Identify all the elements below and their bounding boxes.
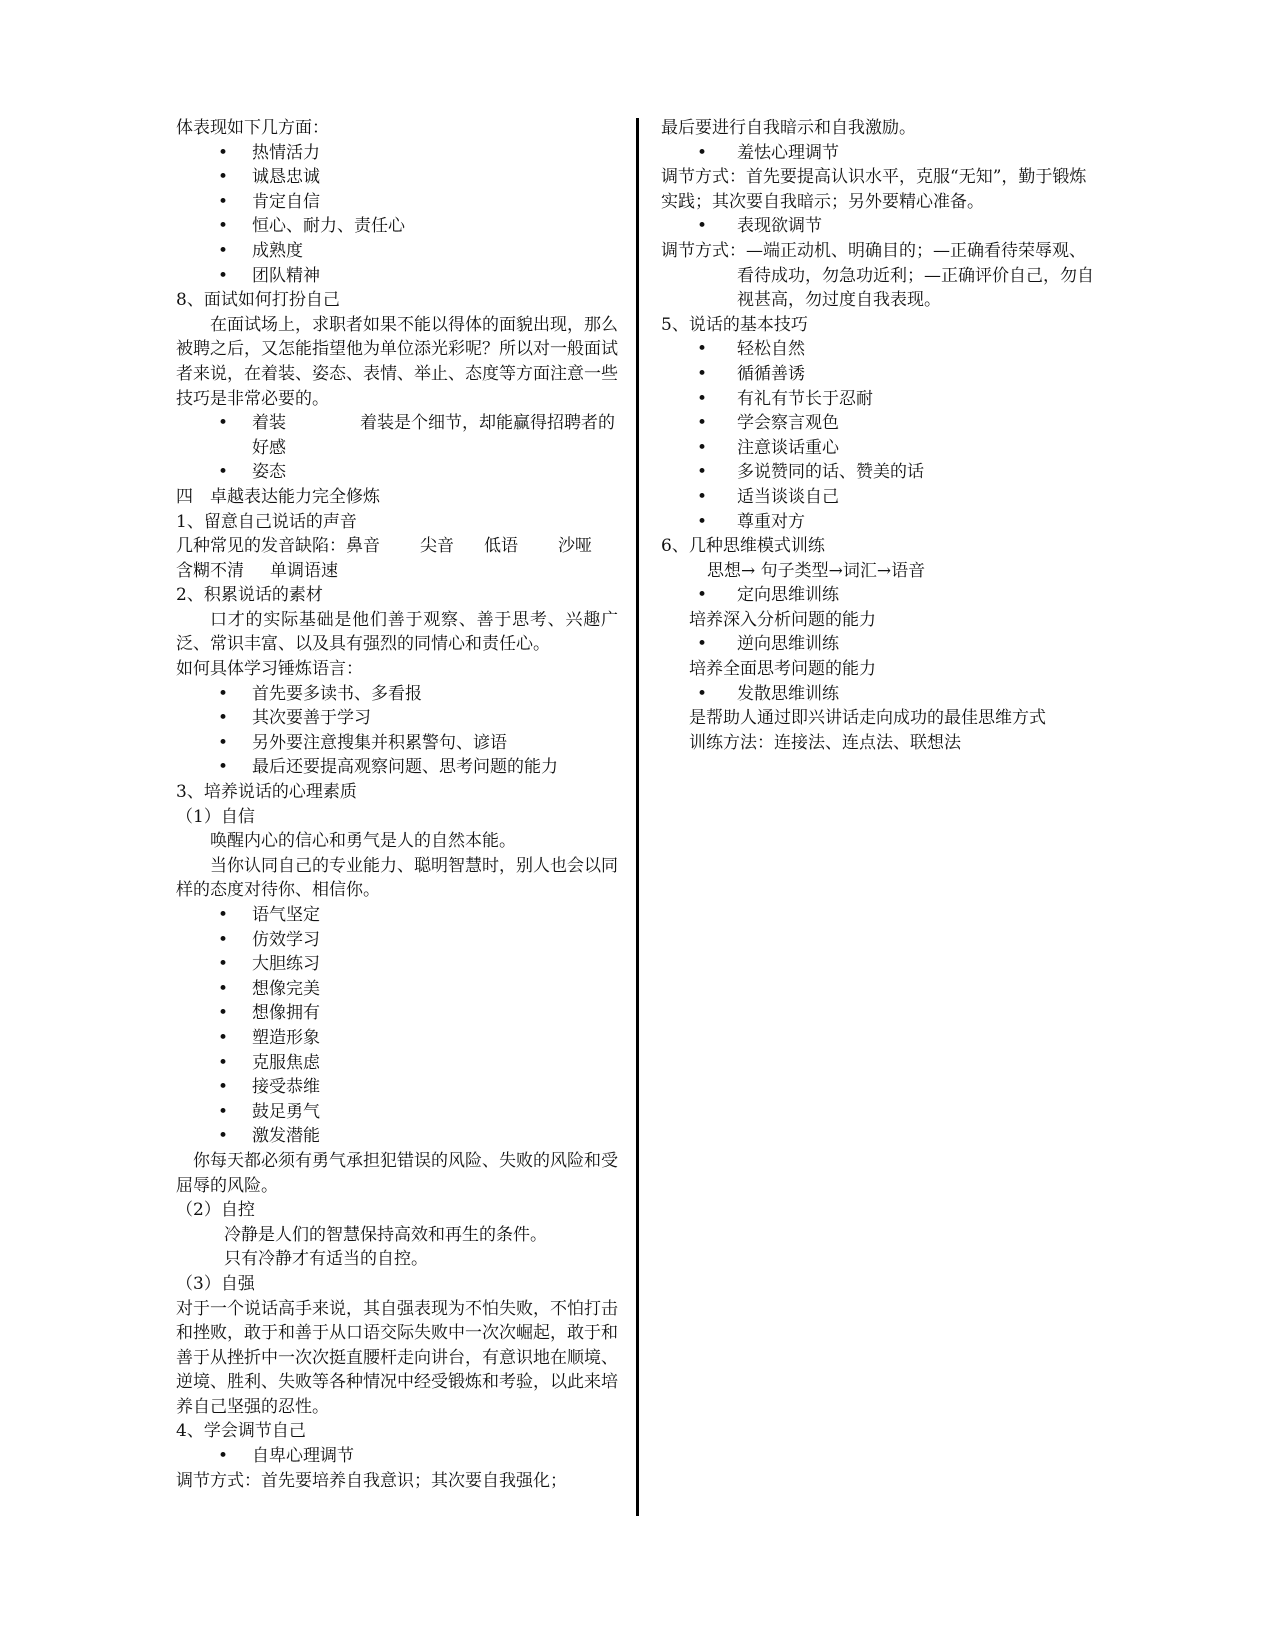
bullet-icon: • [218, 905, 229, 925]
text-line: 如何具体学习锤炼语言： [176, 659, 363, 680]
bullet-icon: • [697, 216, 708, 237]
list-item: • 表现欲调节 [661, 214, 1101, 239]
text-line: 是帮助人通过即兴讲话走向成功的最佳思维方式 [689, 708, 1046, 729]
bullet-icon: • [218, 216, 229, 237]
bullet-icon: • [697, 437, 708, 458]
text-line: 体表现如下几方面： [176, 118, 329, 138]
list-item: • 塑造形象 [176, 1026, 618, 1051]
bullet-icon: • [218, 929, 229, 950]
list-item: • 另外要注意搜集并积累警句、谚语 [176, 731, 618, 756]
list-item: • 团队精神 [176, 264, 618, 289]
list-item: • 注意谈话重心 [661, 436, 1101, 461]
list-item: • 最后还要提高观察问题、思考问题的能力 [176, 755, 618, 780]
list-item: • 恒心、耐力、责任心 [176, 214, 618, 239]
voice-defects-cont: 含糊不清 单调语速 [176, 560, 338, 581]
bullet-icon: • [218, 1003, 229, 1024]
bullet-icon: • [697, 339, 708, 360]
text-line: 冷静是人们的智慧保持高效和再生的条件。 [224, 1224, 547, 1245]
column-divider [636, 118, 639, 1516]
list-item: • 姿态 [176, 460, 618, 485]
bullet-icon: • [218, 413, 229, 434]
list-item: • 鼓足勇气 [176, 1100, 618, 1125]
bullet-icon: • [218, 683, 229, 704]
bullet-icon: • [218, 708, 229, 729]
list-item: • 语气坚定 [176, 903, 618, 928]
section-heading: 2、积累说话的素材 [176, 585, 323, 606]
paragraph: 口才的实际基础是他们善于观察、善于思考、兴趣广泛、常识丰富、以及具有强烈的同情心和责任心。 [176, 609, 618, 655]
list-item: • 想像拥有 [176, 1001, 618, 1026]
text-line: 最后要进行自我暗示和自我激励。 [661, 118, 916, 138]
text-line: 培养深入分析问题的能力 [689, 609, 876, 630]
subsection-heading: （2）自控 [176, 1200, 255, 1221]
subsection-heading: （3）自强 [176, 1273, 255, 1294]
bullet-icon: • [697, 486, 708, 507]
bullet-icon: • [218, 1126, 229, 1147]
right-column [661, 116, 1101, 755]
text-line: 培养全面思考问题的能力 [689, 659, 876, 680]
list-item: • 诚恳忠诚 [176, 165, 618, 190]
list-item: • 羞怯心理调节 [661, 141, 1101, 166]
paragraph: 调节方式：首先要提高认识水平，克服“无知”，勤于锻炼实践；其次要自我暗示；另外要精心准备。 [661, 167, 1087, 212]
bullet-icon: • [697, 634, 708, 655]
list-item: • 多说赞同的话、赞美的话 [661, 460, 1101, 485]
section-heading: 8、面试如何打扮自己 [176, 290, 340, 311]
list-item: • 循循善诱 [661, 362, 1101, 387]
list-item: • 肯定自信 [176, 190, 618, 215]
section-heading: 6、几种思维模式训练 [661, 536, 825, 557]
paragraph: 当你认同自己的专业能力、聪明智慧时，别人也会以同样的态度对待你、相信你。 [176, 855, 618, 901]
bullet-icon: • [218, 167, 229, 188]
paragraph: 你每天都必须有勇气承担犯错误的风险、失败的风险和受屈辱的风险。 [176, 1150, 618, 1196]
text-line: 训练方法：连接法、连点法、联想法 [689, 732, 961, 753]
qualities-list [176, 141, 618, 289]
bullet-icon: • [697, 511, 708, 532]
bullet-icon: • [697, 142, 708, 163]
bullet-icon: • [218, 142, 229, 163]
list-item: • 大胆练习 [176, 952, 618, 977]
list-item: • 定向思维训练 [661, 583, 1101, 608]
list-item: • 仿效学习 [176, 928, 618, 953]
list-item: • 激发潜能 [176, 1124, 618, 1149]
bullet-icon: • [218, 462, 229, 483]
paragraph: 在面试场上，求职者如果不能以得体的面貌出现，那么被聘之后，又怎能指望他为单位添光彩呢？所以对一般面试者来说，在着装、姿态、表情、举止、态度等方面注意一些技巧是非常必要的。 [176, 314, 618, 409]
paragraph: 对于一个说话高手来说，其自强表现为不怕失败，不怕打击和挫败，敢于和善于从口语交际失败中一次次崛起，敢于和善于从挫折中一次次挺直腰杆走向讲台，有意识地在顺境、逆境、胜利、失败等各种情况中经受锻炼和考验，以此来培养自己坚强的忍性。 [176, 1298, 618, 1417]
list-item: • 尊重对方 [661, 510, 1101, 535]
bullet-icon: • [218, 1052, 229, 1073]
bullet-icon: • [218, 1077, 229, 1098]
list-item: • 轻松自然 [661, 337, 1101, 362]
list-item: • 自卑心理调节 [176, 1444, 618, 1469]
bullet-icon: • [218, 978, 229, 999]
flow-line: 思想→ 句子类型→词汇→语音 [707, 560, 926, 581]
paragraph: 调节方式：—端正动机、明确目的；—正确看待荣辱观、看待成功，勿急功近利；—正确评价自己，勿自视甚高，勿过度自我表现。 [661, 240, 1094, 311]
list-item: • 热情活力 [176, 141, 618, 166]
bullet-icon: • [218, 1101, 229, 1122]
list-item: • 着装 着装是个细节，却能赢得招聘者的好感 [218, 413, 615, 458]
chapter-heading: 四 卓越表达能力完全修炼 [176, 486, 380, 507]
bullet-icon: • [218, 954, 229, 975]
bullet-icon: • [697, 363, 708, 384]
bullet-icon: • [697, 388, 708, 409]
text-line: 只有冷静才有适当的自控。 [224, 1249, 428, 1270]
bullet-icon: • [697, 585, 708, 606]
bullet-icon: • [697, 683, 708, 704]
section-heading: 5、说话的基本技巧 [661, 314, 808, 335]
list-item: • 适当谈谈自己 [661, 485, 1101, 510]
list-item: • 逆向思维训练 [661, 632, 1101, 657]
list-item: • 首先要多读书、多看报 [176, 682, 618, 707]
bullet-icon: • [218, 1446, 229, 1467]
section-heading: 4、学会调节自己 [176, 1421, 306, 1442]
list-item: • 想像完美 [176, 977, 618, 1002]
text-line: 调节方式：首先要培养自我意识；其次要自我强化； [176, 1470, 567, 1491]
list-item: • 克服焦虑 [176, 1051, 618, 1076]
bullet-icon: • [218, 1027, 229, 1048]
bullet-icon: • [218, 240, 229, 261]
section-heading: 3、培养说话的心理素质 [176, 782, 357, 803]
list-item: • 接受恭维 [176, 1075, 618, 1100]
learn-list [176, 682, 618, 780]
list-item: • 其次要善于学习 [176, 706, 618, 731]
bullet-icon: • [697, 462, 708, 483]
bullet-icon: • [218, 191, 229, 212]
confidence-list [176, 903, 618, 1149]
list-item: • 发散思维训练 [661, 682, 1101, 707]
skills-list [661, 337, 1101, 534]
subsection-heading: （1）自信 [176, 806, 255, 827]
bullet-icon: • [218, 757, 229, 778]
voice-defects: 几种常见的发音缺陷：鼻音 尖音 低语 沙哑 [176, 536, 592, 557]
text-line: 唤醒内心的信心和勇气是人的自然本能。 [210, 831, 516, 852]
left-column [176, 116, 618, 1493]
list-item: • 有礼有节长于忍耐 [661, 387, 1101, 412]
list-item: • 成熟度 [176, 239, 618, 264]
bullet-icon: • [218, 732, 229, 753]
section-heading: 1、留意自己说话的声音 [176, 511, 357, 532]
bullet-icon: • [218, 265, 229, 286]
list-item: • 学会察言观色 [661, 411, 1101, 436]
bullet-icon: • [697, 413, 708, 434]
